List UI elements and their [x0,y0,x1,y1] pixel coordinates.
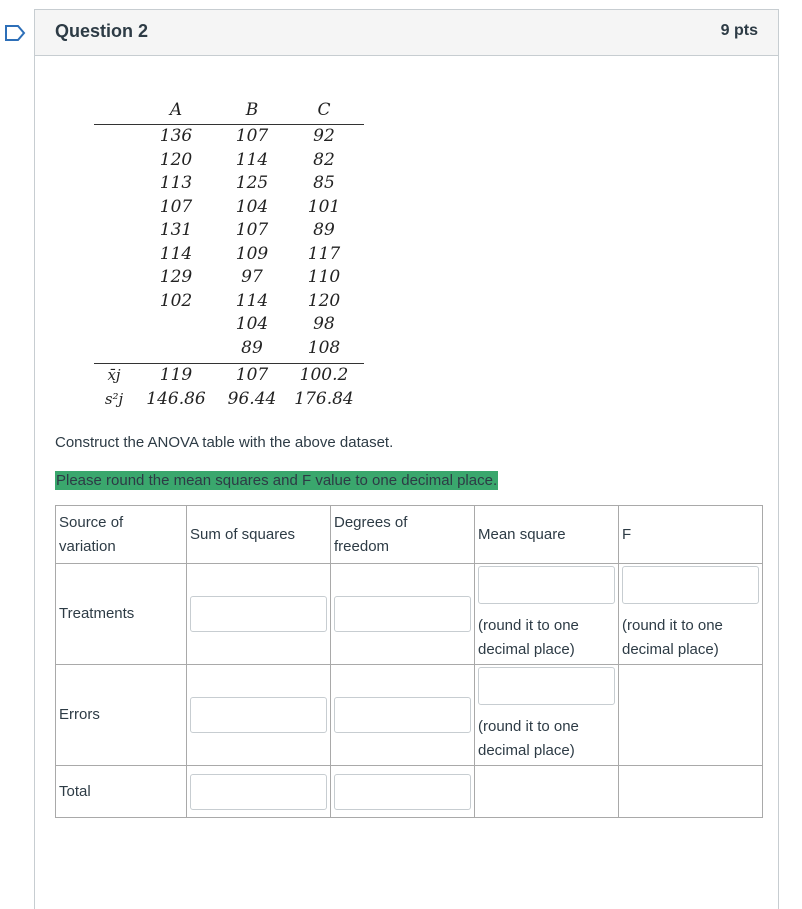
ms-hint-line2: decimal place) [478,641,575,658]
header-f: F [619,506,763,564]
dataset-mean-row [94,365,366,388]
dataset-data-row [94,126,366,149]
dataset-variance-cell: 96.44 [227,388,277,409]
dataset-data-cell: 98 [313,314,335,334]
f-hint-line2: decimal place) [622,641,719,658]
dataset-data-row [94,291,366,314]
dataset-data-cell: 125 [235,173,269,193]
dataset-data-cell: 102 [159,290,193,311]
variance-label: s²j [104,389,124,408]
dataset-header-row [94,100,366,123]
errors-ms-input[interactable] [478,667,615,705]
treatments-ms-input[interactable] [478,566,615,604]
dataset-data-row [94,197,366,220]
header-source: Source of variation [56,506,187,564]
treatments-df-input[interactable] [334,596,471,632]
dataset-header-cell: B [245,100,259,120]
dataset-data-cell: 107 [235,126,269,146]
question-title: Question 2 [55,21,149,41]
row-label-treatments: Treatments [56,564,187,665]
dataset-data-cell: 82 [313,149,335,170]
dataset-data-cell: 101 [307,196,341,217]
dataset-data-cell: 113 [159,173,193,193]
dataset-data-cell: 120 [307,290,341,311]
dataset-data-cell: 136 [159,126,193,146]
dataset-data-cell: 114 [235,149,269,170]
dataset-data-cell: 108 [307,337,341,358]
dataset-data-row [94,267,366,290]
ms-hint-line1: (round it to one [478,617,579,634]
total-df-input[interactable] [334,774,471,810]
row-label-errors: Errors [56,665,187,766]
dataset-data-cell: 117 [307,243,341,264]
dataset-data-row [94,338,366,361]
dataset-variance-cell: 176.84 [294,388,354,409]
dataset-data-cell: 131 [159,220,193,240]
dataset-data-cell: 120 [159,149,193,170]
dataset-variance-cell: 146.86 [146,388,206,409]
treatments-f-input[interactable] [622,566,759,604]
dataset-header-cell: A [169,100,183,120]
dataset-data-cell: 114 [159,243,193,264]
dataset-mean-cell: 119 [159,365,193,385]
dataset-data-cell: 85 [313,173,335,193]
row-label-total: Total [56,766,187,818]
dataset-variance-row [94,389,366,412]
dataset-data-cell: 109 [235,243,269,264]
question-header [35,10,778,56]
total-ss-input[interactable] [190,774,327,810]
dataset-data-cell: 107 [159,196,193,217]
mean-label: x̄j [107,366,121,384]
rounding-instruction: Please round the mean squares and F value to one decimal place. [56,472,498,489]
dataset-data-cell: 89 [313,220,335,240]
dataset-summary-rule [94,363,364,364]
dataset-data-cell: 110 [307,267,341,287]
dataset-data-row [94,244,366,267]
dataset-data-row [94,150,366,173]
dataset-data-cell: 92 [313,126,335,146]
dataset-data-row [94,173,366,196]
question-points: 9 pts [720,22,758,39]
bookmark-flag-icon[interactable] [4,24,26,42]
dataset-data-cell: 107 [235,220,269,240]
treatments-ss-input[interactable] [190,596,327,632]
dataset-header-rule [94,124,364,125]
header-sum-of-squares: Sum of squares [187,506,331,564]
f-hint-line1: (round it to one [622,617,723,634]
anova-table [55,505,763,818]
dataset-data-cell: 114 [235,290,269,311]
dataset-mean-cell: 107 [235,365,269,385]
dataset-data-cell: 104 [235,196,269,217]
header-degrees-of-freedom: Degrees of freedom [331,506,475,564]
dataset-data-cell: 89 [241,337,263,358]
dataset-data-cell: 104 [235,314,269,334]
errors-df-input[interactable] [334,697,471,733]
dataset-data-row [94,314,366,337]
dataset-mean-cell: 100.2 [299,365,349,385]
header-mean-square: Mean square [475,506,619,564]
dataset-data-cell: 129 [159,267,193,287]
dataset-data-row [94,220,366,243]
dataset-data-cell: 97 [241,267,263,287]
errors-ms-hint-line2: decimal place) [478,742,575,759]
errors-ms-hint-line1: (round it to one [478,718,579,735]
question-prompt: Construct the ANOVA table with the above dataset. [55,434,394,451]
dataset-header-cell: C [317,100,331,120]
errors-ss-input[interactable] [190,697,327,733]
